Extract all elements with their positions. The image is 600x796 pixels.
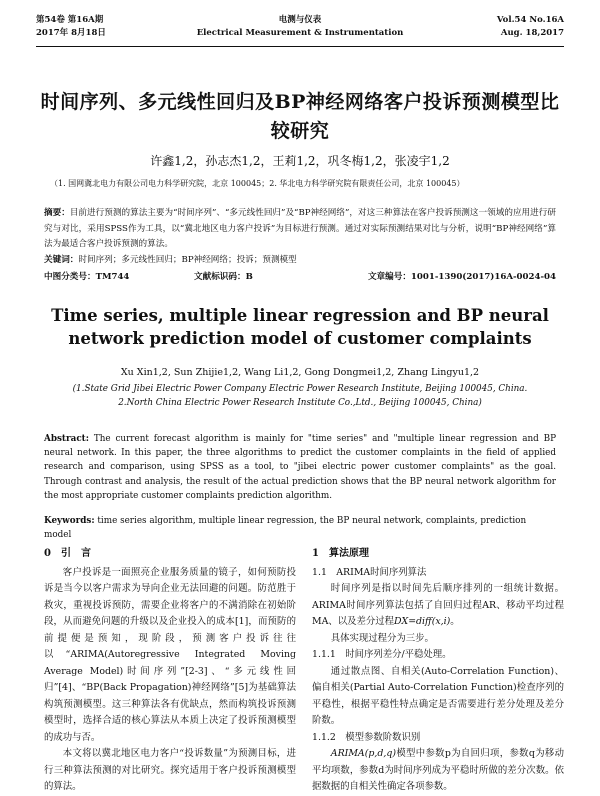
keywords-zh-text: 时间序列；多元线性回归；BP神经网络；投诉；预测模型 xyxy=(78,254,297,265)
subsection-heading: 1.1.2 模型参数阶数识别 xyxy=(312,731,421,743)
body-paragraph xyxy=(312,746,564,796)
keywords-en-text: time series algorithm, multiple linear regression, the BP neural network, complaints, prediction model xyxy=(44,516,527,540)
keywords-zh-label: 关键词： xyxy=(44,254,79,265)
header-center xyxy=(36,14,564,40)
subsection-heading: 1.1 ARIMA时间序列算法 xyxy=(312,566,427,578)
paper-title-zh: 时间序列、多元线性回归及BP神经网络客户投诉预测模型比较研究 xyxy=(40,91,560,142)
header-right xyxy=(497,14,564,40)
body-paragraph: 具体实现过程分为三步。 xyxy=(330,632,434,644)
document-code: 文献标识码：B xyxy=(194,272,253,282)
volume-issue-en: Vol.54 No.16A xyxy=(496,15,564,25)
article-number: 文章编号：1001-1390(2017)16A-0024-04 xyxy=(367,272,556,282)
authors-en: Xu Xin1,2, Sun Zhijie1,2, Wang Li1,2, Gong Dongmei1,2, Zhang Lingyu1,2 xyxy=(120,367,480,378)
body-paragraph: 通过散点图、自相关(Auto-Correlation Function)、偏自相关(Partial Auto-Correlation Function)检查序列的平稳性，根据平稳性特点确定是否需要进行差分处理及差分阶数。 xyxy=(312,665,564,726)
publication-date: 2017年 8月18日 xyxy=(36,28,106,38)
affiliation-en-line: 2.North China Electric Power Research Institute Co.,Ltd., Beijing 100045, China) xyxy=(118,398,482,408)
abstract-en-text: The current forecast algorithm is mainly for "time series" and "multiple linear regression and BP neural network. In this paper, the three algorithms to predict the customer complaints in the field of applied research and comparison, using SPSS as a tool, to "jibei electric power customer complaints" as the goal. Through contrast and analysis, the result of the actual prediction shows that the BP neural network algorithm for the most appropriate customer complaints prediction algorithm. xyxy=(44,434,557,501)
equation-inline: DX=diff(x,i) xyxy=(394,616,451,627)
abstract-en-label: Abstract: xyxy=(44,434,89,444)
section-heading-intro: 0 引 言 xyxy=(44,548,91,559)
intro-paragraph: 客户投诉是一面照亮企业服务质量的镜子，如何预防投诉是当今以客户需求为导向企业无法回避的问题。防范胜于救灾，重视投诉预防，需要企业将客户的不满消除在初始阶段，从而避免问题的升级以及企业投入的成本[1]，而预防的前提便是预知，现阶段，预测客户投诉往往以“ARIMA(Autoregressive Integrated Moving Average Model)时间序列”[2-3]、“多元线性回归”[4]、“BP(Back Propagation)神经网络”[5]为基础算法构筑预测模型。这三种算法各有优缺点，然而构筑投诉预测模型时，选择合适的核心算法从本质上决定了投诉预测模型的成功与否。 xyxy=(44,566,296,743)
body-text: 模型中参数p为自回归项，参数q为移动平均项数，参数d为时间序列成为平稳时所做的差分次数。依据数据的自相关性确定各项参数。 xyxy=(312,748,564,792)
publication-date-en: Aug. 18,2017 xyxy=(500,28,564,38)
equation-inline: ARIMA(p,d,q) xyxy=(330,748,396,759)
abstract-zh-label: 摘要： xyxy=(44,208,70,218)
subsection-heading: 1.1.1 时间序列差分/平稳处理。 xyxy=(312,649,452,660)
intro-paragraph: 本文将以冀北地区电力客户“投诉数量”为预测目标，进行三种算法预测的对比研究。探究适用于客户投诉预测模型的算法。 xyxy=(44,748,296,792)
body-column-right xyxy=(312,546,564,796)
body-text: 。 xyxy=(450,616,460,627)
body-column-left xyxy=(44,546,296,796)
keywords-en-label: Keywords: xyxy=(44,516,95,526)
running-header xyxy=(36,6,564,47)
affiliation-en xyxy=(0,382,600,410)
abstract-zh xyxy=(44,206,556,268)
journal-name-en: Electrical Measurement & Instrumentation xyxy=(196,28,404,38)
journal-name-zh: 电测与仪表 xyxy=(278,15,322,25)
keywords-en xyxy=(44,514,556,542)
affiliation-zh: （1. 国网冀北电力有限公司电力科学研究院，北京 100045；2. 华北电力科学研究院有限责任公司，北京 100045） xyxy=(50,179,465,188)
classification-row xyxy=(44,270,556,284)
body-text: 时间序列是指以时间先后顺序排列的一组统计数据。ARIMA时间序列算法包括了自回归过程AR、移动平均过程MA、以及差分过程 xyxy=(312,583,564,627)
authors-zh: 许鑫1,2，孙志杰1,2，王莉1,2，巩冬梅1,2，张凌宇1,2 xyxy=(150,154,450,168)
section-heading-algorithm: 1 算法原理 xyxy=(312,548,369,559)
abstract-en xyxy=(44,432,556,503)
affiliation-en-line: (1.State Grid Jibei Electric Power Company Electric Power Research Institute, Beijing 100045, China. xyxy=(72,384,528,394)
paper-title-en: Time series, multiple linear regression and BP neural network prediction model of customer complaints xyxy=(51,306,549,348)
clc-number: 中图分类号：TM744 xyxy=(44,272,130,282)
body-paragraph xyxy=(312,581,564,631)
volume-issue: 第54卷 第16A期 xyxy=(36,15,104,25)
abstract-zh-text: 目前进行预测的算法主要为“时间序列”、“多元线性回归”及“BP神经网络”，对这三种算法在客户投诉预测这一领域的应用进行研究与对比，采用SPSS作为工具，以“冀北地区电力客户投诉”为目标进行预测。通过对实际预测结果对比与分析，说明“BP神经网络”算法为最适合客户投诉预测的算法。 xyxy=(44,208,556,249)
